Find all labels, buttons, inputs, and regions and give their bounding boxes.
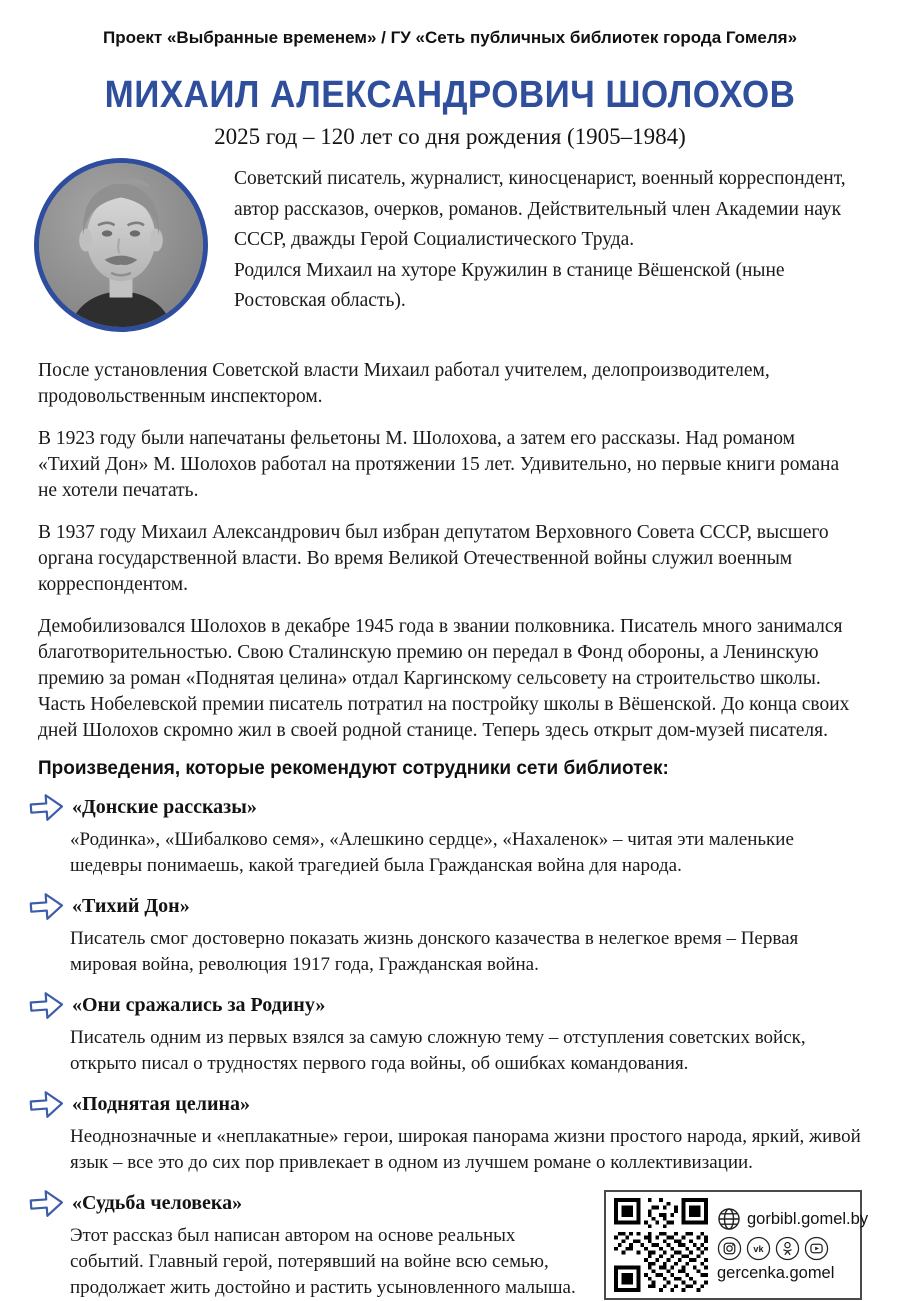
odnoklassniki-icon bbox=[775, 1236, 800, 1261]
portrait-illustration bbox=[39, 163, 203, 327]
work-head bbox=[38, 1188, 590, 1219]
arrow-right-icon bbox=[27, 791, 66, 825]
project-header: Проект «Выбранные временем» / ГУ «Сеть публичных библиотек города Гомеля» bbox=[102, 28, 798, 47]
body-paragraph-1: После установления Советской власти Михаил работал учителем, делопроизводителем, продовольственным инспектором. bbox=[38, 360, 770, 407]
work-head bbox=[38, 792, 862, 823]
youtube-icon bbox=[804, 1236, 829, 1261]
work-description: Неоднозначные и «неплакатные» герои, широкая панорама жизни простого народа, яркий, живой язык – все это до сих пор привлекает в одном из лучшем романе о коллективизации. bbox=[70, 1126, 861, 1173]
work-title: «Тихий Дон» bbox=[72, 895, 190, 917]
globe-icon bbox=[717, 1207, 741, 1231]
body-paragraph-4: Демобилизовался Шолохов в декабре 1945 года в звании полковника. Писатель много занимался благотворительностью. Свою Сталинскую премию он передал в Фонд обороны, а Ленинскую премию за роман «Поднятая целина» отдал Каргинскому сельсовету на строительство школы. Часть Нобелевской премии писатель потратил на постройку школы в Вёшенской. До конца своих дней Шолохов скромно жил в своей родной станице. Теперь здесь открыт дом-музей писателя. bbox=[38, 616, 850, 741]
work-item-sudba-cheloveka bbox=[38, 1188, 869, 1301]
work-title: «Они сражались за Родину» bbox=[72, 994, 326, 1016]
work-head bbox=[38, 891, 862, 922]
bio-section bbox=[38, 158, 862, 348]
website-row bbox=[717, 1207, 868, 1231]
body-paragraph-2: В 1923 году были напечатаны фельетоны М. Шолохова, а затем его рассказы. Над романом «Тихий Дон» М. Шолохов работал на протяжении 15 лет. Удивительно, но первые книги романа не хотели печатать. bbox=[38, 428, 840, 501]
work-description: Писатель одним из первых взялся за самую сложную тему – отступления советских войск, открыто писал о трудностях первого года войны, об ошибках командования. bbox=[70, 1027, 806, 1074]
instagram-icon bbox=[717, 1236, 742, 1261]
intro-paragraph-1: Советский писатель, журналист, киносценарист, военный корреспондент, автор рассказов, очерков, романов. Действительный член Академии наук СССР, дважды Герой Социалистического Труда. bbox=[234, 168, 846, 250]
work-head bbox=[38, 990, 862, 1021]
arrow-right-icon bbox=[27, 989, 66, 1023]
portrait-photo bbox=[34, 158, 208, 332]
work-description: Писатель смог достоверно показать жизнь донского казачества в нелегкое время – Первая мировая война, революция 1917 года, Гражданская война. bbox=[70, 928, 799, 975]
page-title: МИХАИЛ АЛЕКСАНДРОВИЧ ШОЛОХОВ bbox=[104, 74, 796, 116]
intro-paragraph-2: Родился Михаил на хуторе Кружилин в станице Вёшенской (ныне Ростовская область). bbox=[234, 259, 785, 311]
works-heading: Произведения, которые рекомендуют сотрудники сети библиотек: bbox=[38, 758, 669, 779]
work-description: Этот рассказ был написан автором на основе реальных событий. Главный герой, потерявший на войне всю семью, продолжает жить достойно и растить усыновленного малыша. bbox=[70, 1225, 576, 1298]
social-icons-row bbox=[717, 1236, 868, 1261]
work-item-donskie-rasskazy bbox=[38, 792, 862, 879]
work-title: «Донские рассказы» bbox=[72, 796, 257, 818]
svg-text:vk: vk bbox=[753, 1243, 764, 1254]
vk-icon bbox=[746, 1236, 771, 1261]
arrow-right-icon bbox=[27, 1187, 66, 1221]
work-head bbox=[38, 1089, 862, 1120]
website-link: gorbibl.gomel.by bbox=[747, 1209, 869, 1228]
work-title: «Судьба человека» bbox=[72, 1192, 243, 1214]
work-item-podnyataya-tselina bbox=[38, 1089, 862, 1176]
qr-code bbox=[614, 1198, 708, 1292]
intro-text bbox=[234, 158, 862, 317]
page-subtitle: 2025 год – 120 лет со дня рождения (1905–1984) bbox=[214, 124, 686, 149]
body-paragraph-3: В 1937 году Михаил Александрович был избран депутатом Верховного Совета СССР, высшего органа государственной власти. Во время Великой Отечественной войны служил военным корреспондентом. bbox=[38, 522, 829, 595]
social-handle: gercenka.gomel bbox=[717, 1264, 835, 1282]
qr-contact-box bbox=[604, 1190, 869, 1300]
arrow-right-icon bbox=[27, 1088, 66, 1122]
work-title: «Поднятая целина» bbox=[72, 1093, 250, 1115]
work-item-tikhiy-don bbox=[38, 891, 862, 978]
work-description: «Родинка», «Шибалково семя», «Алешкино сердце», «Нахаленок» – читая эти маленькие шедевры понимаешь, какой трагедией была Гражданская война для народа. bbox=[70, 829, 794, 876]
arrow-right-icon bbox=[27, 890, 66, 924]
work-item-oni-srazhalis bbox=[38, 990, 862, 1077]
